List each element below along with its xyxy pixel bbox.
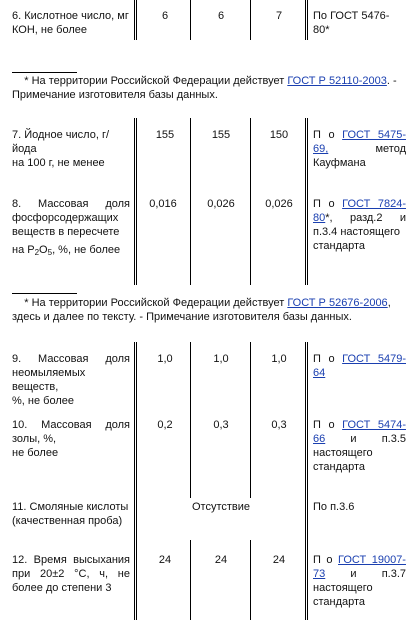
row12-method-link-cont[interactable]: 73 <box>313 568 326 580</box>
row10-label <box>12 418 130 460</box>
row9-value-3: 1,0 <box>271 353 287 365</box>
row9-method-link-cont[interactable]: 64 <box>313 367 326 379</box>
row10-method-line4: стандарта <box>313 461 366 473</box>
row6-value-2: 6 <box>217 10 225 22</box>
table-border-3 <box>250 540 251 620</box>
footnote-1-line2: Примечание изготовителя базы данных. <box>12 89 218 101</box>
table-border-2 <box>190 0 191 40</box>
table-border-double-4 <box>305 342 308 620</box>
row7-method-prefix: П о <box>313 129 335 141</box>
row9-method-prefix: П о <box>313 353 335 365</box>
row10-value-3: 0,3 <box>271 419 287 431</box>
row12-label <box>12 553 130 595</box>
row8-method-link-cont[interactable]: 80 <box>313 212 326 224</box>
footnote-1-suffix: . - <box>386 75 397 87</box>
table-border-2 <box>190 118 191 285</box>
row9-label-line3: %, не более <box>12 395 74 407</box>
row8-value-2: 0,026 <box>207 198 235 210</box>
row6-method-line2: 80* <box>313 24 330 36</box>
footnote-2-link[interactable]: ГОСТ Р 52676-2006 <box>287 297 388 309</box>
row9-value-2: 1,0 <box>213 353 229 365</box>
row8-label-line2: фосфорсодержащих <box>12 212 119 224</box>
footnote-1 <box>12 74 417 102</box>
table-border-2 <box>190 342 191 498</box>
row8-label-mid: O <box>39 244 48 256</box>
row12-value-3: 24 <box>272 554 286 566</box>
row9-label-line1: 9. Массовая доля <box>12 353 130 365</box>
row8-value-1: 0,016 <box>149 198 177 210</box>
table-border-double-4 <box>305 0 308 40</box>
footnote-1-prefix: * На территории Российской Федерации действует <box>24 75 288 87</box>
row12-method <box>313 553 406 609</box>
table-border-double-4 <box>305 118 308 285</box>
row9-label <box>12 352 130 408</box>
row12-method-line3: настоящего <box>313 582 373 594</box>
row8-label-line1: 8. Массовая доля <box>12 198 130 210</box>
row10-value-1: 0,2 <box>157 419 173 431</box>
row8-label-line4-pre: на P <box>12 244 35 256</box>
row8-label-sub2: 5 <box>47 248 53 257</box>
row11-label-line2: (качественная проба) <box>12 515 123 527</box>
table-border-2 <box>190 540 191 620</box>
row10-label-line1: 10. Массовая доля <box>12 419 130 431</box>
row8-method-line4: стандарта <box>313 240 366 252</box>
row9-method-link[interactable]: ГОСТ 5479- <box>342 353 406 365</box>
row8-method-link[interactable]: ГОСТ 7824- <box>342 198 406 210</box>
row7-value-3: 150 <box>269 129 289 141</box>
row6-method <box>313 9 413 37</box>
row6-label <box>12 9 130 37</box>
row7-label <box>12 128 130 170</box>
row11-method: По п.3.6 <box>313 501 355 513</box>
row10-label-line3: не более <box>12 447 59 459</box>
row8-label-sub1: 2 <box>34 248 40 257</box>
row10-method <box>313 418 406 474</box>
row7-label-line2: на 100 г, не менее <box>12 157 105 169</box>
row7-label-line1: 7. Йодное число, г/йода <box>12 129 110 155</box>
row6-method-line1: По ГОСТ 5476- <box>313 10 390 22</box>
row10-value-2: 0,3 <box>213 419 229 431</box>
row7-method-link-cont[interactable]: 69, <box>313 143 329 155</box>
footnote-2 <box>12 296 417 324</box>
row7-method-link[interactable]: ГОСТ 5475- <box>342 129 406 141</box>
row7-method-suffix: метод <box>375 143 406 155</box>
footnote-1-link[interactable]: ГОСТ Р 52110-2003 <box>287 75 387 87</box>
table-border-3 <box>250 342 251 498</box>
row6-label-line2: КОН, не более <box>12 24 87 36</box>
row8-method <box>313 197 406 253</box>
table-border-double-1 <box>134 118 137 285</box>
footnote-rule <box>12 72 77 73</box>
footnote-2-suffix: , <box>387 297 391 309</box>
row10-method-link[interactable]: ГОСТ 5474- <box>342 419 406 431</box>
row8-method-suffix: *, разд.2 и <box>325 212 406 224</box>
row12-label-line3: более до степени 3 <box>12 582 112 594</box>
row10-method-line3: настоящего <box>313 447 373 459</box>
row6-label-line1: 6. Кислотное число, мг <box>12 10 129 22</box>
row8-label-line3: веществ в пересчете <box>12 226 120 238</box>
row6-value-1: 6 <box>161 10 169 22</box>
row9-value-1: 1,0 <box>157 353 173 365</box>
row12-label-line1: 12. Время высыхания <box>12 554 130 566</box>
row10-label-line2: золы, %, <box>12 433 57 445</box>
row11-label <box>12 500 132 528</box>
row12-value-2: 24 <box>214 554 228 566</box>
row9-label-line2: неомыляемых веществ, <box>12 367 86 393</box>
row7-method-line3: Кауфмана <box>313 157 366 169</box>
table-border-3 <box>250 118 251 285</box>
row8-label-line4-post: , %, не более <box>52 244 121 256</box>
row10-method-prefix: П о <box>313 419 335 431</box>
row12-method-suffix: и п.3.7 <box>350 568 406 580</box>
row7-method <box>313 128 406 170</box>
row7-value-2: 155 <box>211 129 231 141</box>
row8-method-line3: п.3.4 настоящего <box>313 226 400 238</box>
table-border-3 <box>250 0 251 40</box>
row12-method-link[interactable]: ГОСТ 19007- <box>338 554 406 566</box>
row11-label-line1: 11. Смоляные кислоты <box>12 501 129 513</box>
row12-method-prefix: П о <box>313 554 333 566</box>
row8-value-3: 0,026 <box>265 198 293 210</box>
row9-method <box>313 352 406 380</box>
footnote-2-prefix: * На территории Российской Федерации действует <box>24 297 288 309</box>
table-border-double-1 <box>134 0 137 40</box>
row10-method-suffix: и п.3.5 <box>350 433 406 445</box>
row12-label-line2: при 20±2 °С, ч, не <box>12 568 130 580</box>
row12-method-line4: стандарта <box>313 596 366 608</box>
row8-label <box>12 197 130 260</box>
row6-value-3: 7 <box>275 10 283 22</box>
row10-method-link-cont[interactable]: 66 <box>313 433 326 445</box>
row12-value-1: 24 <box>158 554 172 566</box>
footnote-rule <box>12 293 77 294</box>
row7-value-1: 155 <box>155 129 175 141</box>
footnote-2-line2: здесь и далее по тексту. - Примечание изготовителя базы данных. <box>12 311 352 323</box>
row11-value: Отсутствие <box>191 501 251 513</box>
table-border-double-1 <box>134 342 137 620</box>
row8-method-prefix: П о <box>313 198 335 210</box>
